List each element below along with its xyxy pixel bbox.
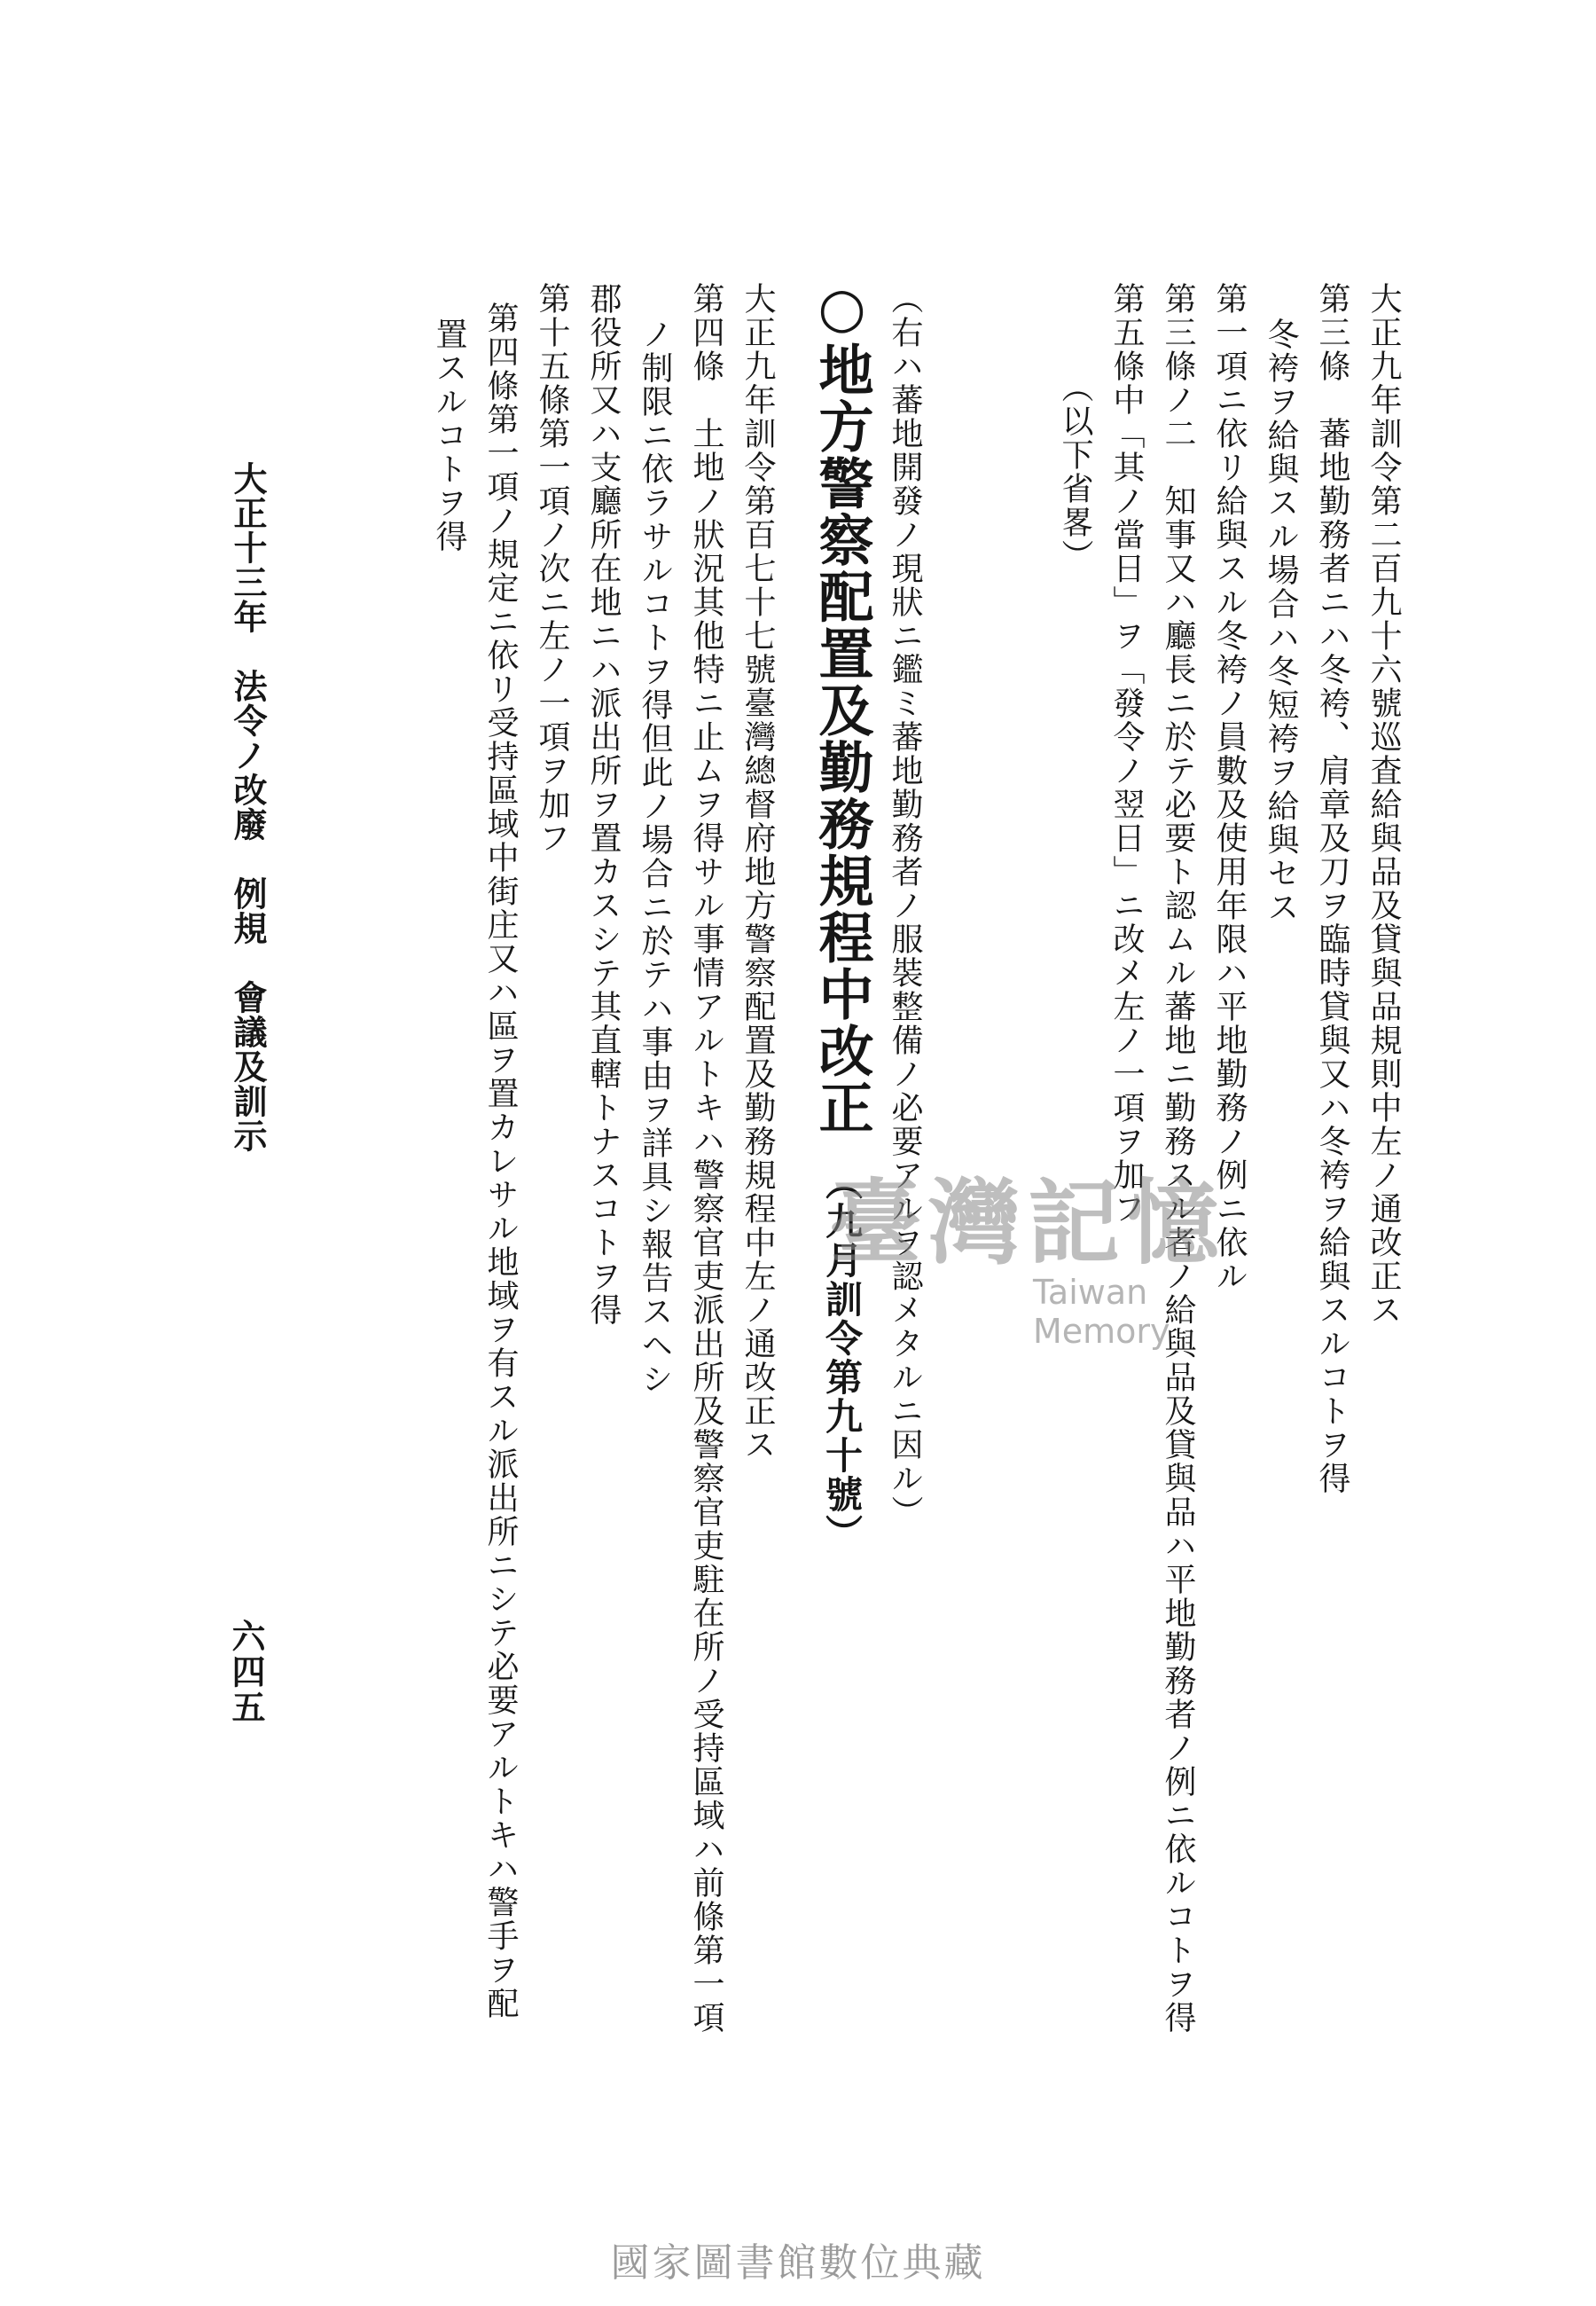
text-line-9: 大正九年訓令第百七十七號臺灣總督府地方警察配置及勤務規程中左ノ通改正ス [739, 282, 776, 1462]
watermark-logo [829, 1149, 1290, 1351]
running-head: 大正十三年 法令ノ改廢 例規 會議及訓示 [228, 461, 268, 1153]
text-line-3: 冬袴ヲ給與スル場合ハ冬短袴ヲ給與セス [1263, 318, 1299, 924]
footer-caption: 國家圖書館數位典藏 [610, 2240, 986, 2286]
text-line-14: 第四條第一項ノ規定ニ依リ受持區域中街庄又ハ區ヲ置カレサル地域ヲ有スル派出所ニシテ必要アルトキハ警手ヲ配 [482, 302, 519, 2020]
text-line-7: （以下省畧） [1057, 371, 1093, 573]
text-line-10: 第四條 土地ノ狀況其他特ニ止ムヲ得サル事情アルトキハ警察官吏派出所及警察官吏駐在所ノ受持區域ハ前條第一項 [688, 282, 724, 2035]
section-heading [810, 275, 874, 1553]
page-number: 六四五 [226, 1619, 266, 1725]
watermark-english: Taiwan Memory [1033, 1273, 1170, 1351]
text-line-8: （右ハ蕃地開發ノ現狀ニ鑑ミ蕃地勤務者ノ服裝整備ノ必要アルヲ認メタルニ因ル） [887, 282, 923, 1529]
text-line-6: 第五條中「其ノ當日」ヲ「發令ノ翌日」ニ改メ左ノ一項ヲ加フ [1108, 282, 1145, 1226]
heading-subtitle: （九月訓令第九十號） [820, 1163, 864, 1553]
text-line-15: 置スルコトヲ得 [431, 318, 467, 553]
heading-title: ○地方警察配置及勤務規程中改正 [810, 275, 874, 1136]
text-line-11: ノ制限ニ依ラサルコトヲ得但此ノ場合ニ於テハ事由ヲ詳具シ報告スヘシ [637, 318, 673, 1396]
watermark-chinese: 臺灣記憶 [829, 1168, 1227, 1277]
text-line-4: 第一項ニ依リ給與スル冬袴ノ員數及使用年限ハ平地勤務ノ例ニ依ル [1211, 282, 1248, 1293]
text-line-1: 大正九年訓令第二百九十六號巡査給與品及貸與品規則中左ノ通改正ス [1365, 282, 1402, 1327]
text-line-5: 第三條ノ二 知事又ハ廳長ニ於テ必要ト認ムル蕃地ニ勤務スル者ノ給與品及貸與品ハ平地勤務者ノ例ニ依ルコトヲ得 [1160, 282, 1196, 2035]
text-line-13: 第十五條第一項ノ次ニ左ノ一項ヲ加フ [534, 282, 570, 855]
text-line-2: 第三條 蕃地勤務者ニハ冬袴、肩章及刀ヲ臨時貸與又ハ冬袴ヲ給與スルコトヲ得 [1314, 282, 1350, 1495]
text-line-12: 郡役所又ハ支廳所在地ニハ派出所ヲ置カスシテ其直轄トナスコトヲ得 [585, 282, 622, 1327]
